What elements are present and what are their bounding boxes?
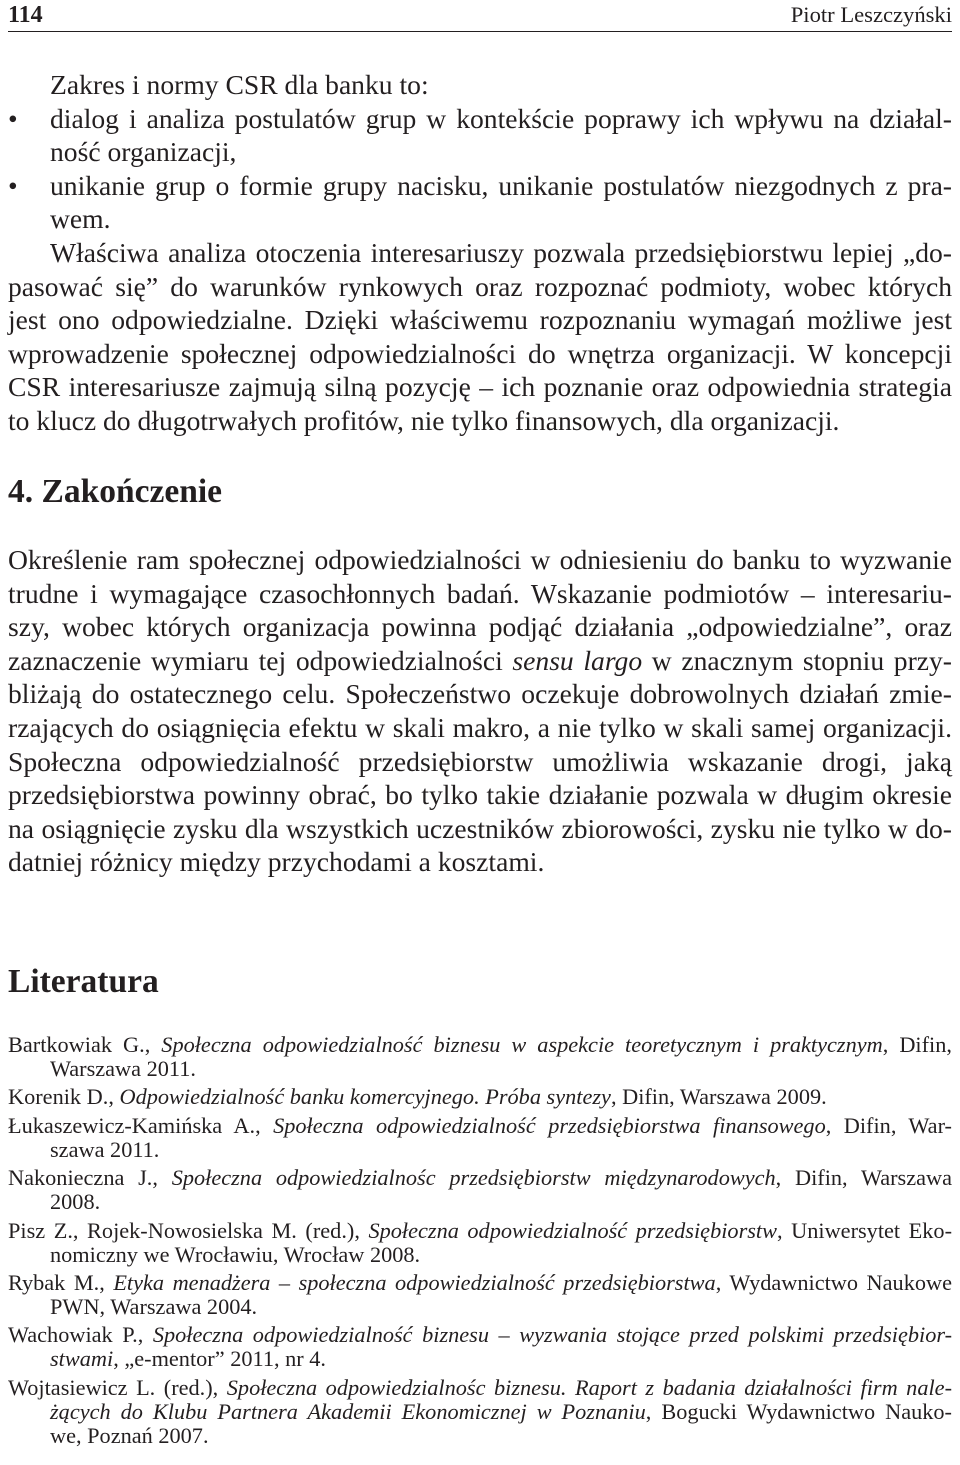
bullet-item [8, 169, 952, 236]
page-header [8, 0, 952, 30]
text-line: wem. [50, 203, 111, 235]
text-line: Określenie ram społecznej odpowiedzialności w odniesieniu do banku to wyzwanie [8, 544, 952, 575]
text-segment: , „e-mentor” 2011, nr 4. [113, 1346, 326, 1372]
text-line: wprowadzenie społecznej odpowiedzialności do wnętrza organizacji. W koncepcji [8, 337, 952, 369]
reference-entry [8, 1323, 952, 1371]
text-segment: Wojtasiewicz L. (red.), [8, 1374, 227, 1400]
italic-text: Społeczna odpowiedzialność biznesu – wyzwania stojące przed polskimi przedsiębior- [152, 1322, 953, 1348]
running-head-author: Piotr Leszczyński [790, 2, 952, 27]
text-segment: , Difin, Warszawa [775, 1165, 952, 1191]
text-segment: , Difin, [882, 1032, 952, 1057]
italic-text: Etyka menadżera – społeczna odpowiedzialność przedsiębiorstwa [113, 1269, 716, 1295]
italic-text: żących do Klubu Partnera Akademii Ekonomicznej w Poznaniu [50, 1398, 646, 1424]
text-line [8, 1114, 952, 1138]
italic-text: Społeczna odpowiedzialnośc przedsiębiorstw międzynarodowych [171, 1165, 776, 1191]
text-line: to klucz do długotrwałych profitów, nie tylko finansowych, dla organizacji. [8, 404, 840, 436]
references-heading: Literatura [8, 963, 159, 1000]
header-rule [8, 31, 952, 32]
text-segment: , Bogucki Wydawnictwo Nauko- [645, 1398, 952, 1424]
paragraph [8, 236, 952, 438]
text-line: szawa 2011. [50, 1136, 160, 1162]
reference-entry [8, 1114, 952, 1162]
text-segment: , Difin, Warszawa 2009. [610, 1084, 827, 1110]
reference-entry [8, 1376, 952, 1448]
text-line: PWN, Warszawa 2004. [50, 1293, 258, 1319]
text-segment: zaznaczenie wymiaru tej odpowiedzialności [8, 644, 513, 676]
text-line: CSR interesariusze zajmują silną pozycję – ich poznanie oraz odpowiednia strategia [8, 371, 952, 403]
reference-list [8, 1033, 952, 1452]
text-line: datniej różnicy między przychodami a kosztami. [8, 846, 545, 878]
text-line [8, 1166, 952, 1190]
text-line: bliżają do ostatecznego celu. Społeczeństwo oczekuje dobrowolnych działań zmie- [8, 678, 952, 710]
intro-section [8, 68, 952, 438]
text-line: nomiczny we Wrocławiu, Wrocław 2008. [50, 1241, 421, 1267]
text-line [50, 1400, 952, 1424]
reference-entry [8, 1271, 952, 1319]
text-segment: w znacznym stopniu przy- [642, 644, 952, 676]
text-segment: Nakonieczna J., [8, 1165, 172, 1191]
reference-entry [8, 1033, 952, 1081]
text-line [8, 1085, 952, 1109]
intro-lead: Zakres i normy CSR dla banku to: [50, 69, 429, 100]
text-segment: Rybak M., [8, 1269, 114, 1295]
italic-text: Społeczna odpowiedzialność biznesu w aspekcie teoretycznym i praktycznym [161, 1032, 883, 1057]
italic-text: sensu largo [512, 644, 643, 676]
italic-text: stwami [50, 1346, 114, 1372]
reference-entry [8, 1085, 952, 1109]
section-heading: 4. Zakończenie [8, 473, 223, 510]
text-line [8, 644, 952, 678]
text-line: jest ono odpowiedzialne. Dzięki właściwemu rozpoznaniu wymagań możliwe jest [8, 304, 952, 336]
italic-text: Społeczna odpowiedzialność przedsiębiorstw [368, 1217, 777, 1243]
text-segment: Wachowiak P., [8, 1322, 153, 1348]
text-line: trudne i wymagające czasochłonnych badań. Wskazanie podmiotów – interesariu- [8, 577, 952, 609]
text-line [50, 1347, 952, 1371]
bullet-item [8, 102, 952, 169]
text-line [8, 1033, 952, 1057]
page-number: 114 [8, 2, 43, 28]
text-segment: Bartkowiak G., [8, 1032, 162, 1057]
text-segment: , Uniwersytet Eko- [777, 1217, 953, 1243]
text-line [8, 1376, 952, 1400]
text-line: Społeczna odpowiedzialność przedsiębiorstw umożliwia wskazanie drogi, jaką [8, 745, 952, 777]
text-line [8, 1323, 952, 1347]
text-line: rzających do osiągnięcia efektu w skali makro, a nie tylko w skali samej organizacji. [8, 711, 952, 743]
text-line: pasować się” do warunków rynkowych oraz rozpoznać podmioty, wobec których [8, 270, 952, 302]
text-line: we, Poznań 2007. [50, 1422, 209, 1448]
italic-text: Społeczna odpowiedzialność przedsiębiorstwa finansowego [273, 1112, 826, 1138]
text-line [8, 1271, 952, 1295]
bullet-marker: • [8, 102, 18, 134]
text-segment: , Difin, War- [825, 1112, 952, 1138]
text-line: dialog i analiza postulatów grup w kontekście poprawy ich wpływu na działal- [50, 102, 952, 134]
text-segment: , Wydawnictwo Naukowe [715, 1269, 952, 1295]
reference-entry [8, 1166, 952, 1214]
text-line: przedsiębiorstwa powinny obrać, bo tylko takie działanie pozwala w długim okresie [8, 779, 952, 811]
text-line: 2008. [50, 1189, 101, 1215]
text-line: na osiągnięcie zysku dla wszystkich uczestników zbiorowości, zysku nie tylko w do- [8, 812, 952, 844]
text-line: ność organizacji, [50, 136, 237, 168]
italic-text: Odpowiedzialność banku komercyjnego. Próba syntezy [119, 1084, 611, 1110]
text-line: szy, wobec których organizacja powinna podjąć działania „odpowiedzialne”, oraz [8, 611, 952, 643]
italic-text: Społeczna odpowiedzialnośc biznesu. Raport z badania działalności firm nale- [226, 1374, 952, 1400]
text-line: Warszawa 2011. [50, 1056, 196, 1081]
text-line: unikanie grup o formie grupy nacisku, unikanie postulatów niezgodnych z pra- [50, 169, 952, 201]
text-segment: Pisz Z., Rojek-Nowosielska M. (red.), [8, 1217, 369, 1243]
reference-entry [8, 1219, 952, 1267]
text-segment: Łukaszewicz-Kamińska A., [8, 1112, 274, 1138]
text-line [8, 1219, 952, 1243]
text-segment: Korenik D., [8, 1084, 120, 1110]
paragraph [8, 543, 952, 879]
text-line: Właściwa analiza otoczenia interesariuszy pozwala przedsiębiorstwu lepiej „do- [50, 236, 952, 268]
bullet-list [8, 102, 952, 236]
bullet-marker: • [8, 169, 18, 201]
